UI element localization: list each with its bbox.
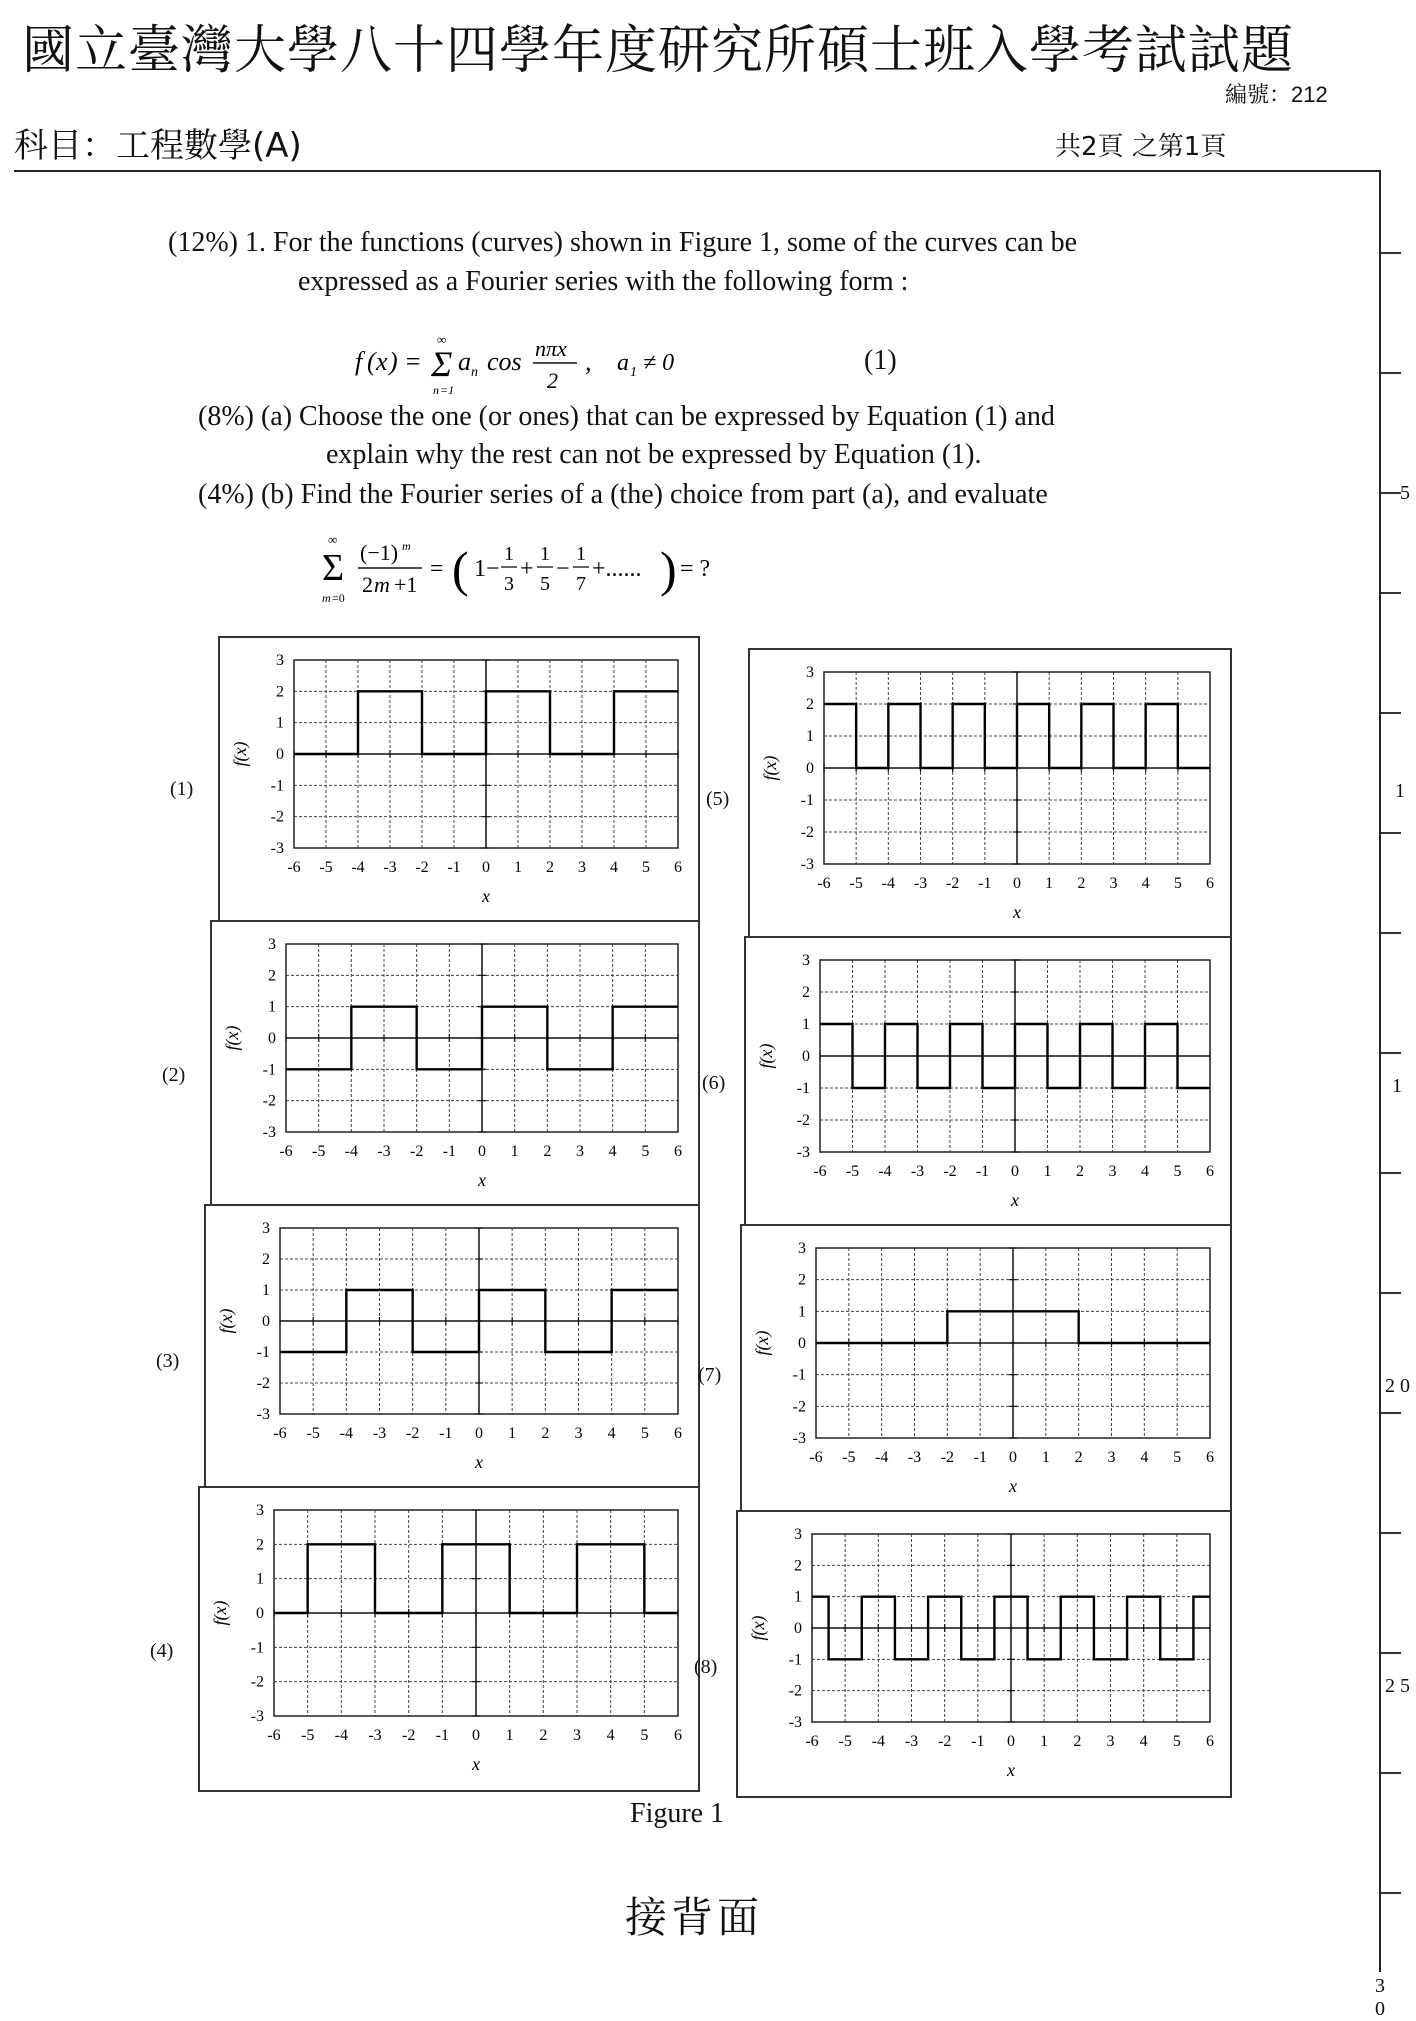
equation-1 <box>345 330 945 407</box>
svg-text:f: f <box>355 347 363 376</box>
svg-text:1: 1 <box>630 365 637 380</box>
x-tick-label: 1 <box>510 1143 519 1160</box>
y-tick-label: 0 <box>794 1620 802 1637</box>
y-tick-label: 0 <box>262 1313 270 1330</box>
part-a-line-1: (8%) (a) Choose the one (or ones) that can be expressed by Equation (1) and <box>198 401 1055 432</box>
x-tick-label: 4 <box>1141 875 1150 892</box>
margin-tick <box>1381 1772 1401 1774</box>
plot-8 <box>738 1512 1230 1796</box>
x-tick-label: 3 <box>576 1143 584 1160</box>
x-axis-label: x <box>1013 902 1021 922</box>
y-tick-label: -1 <box>800 792 814 809</box>
x-tick-label: -6 <box>809 1449 823 1466</box>
y-tick-label: -2 <box>788 1682 802 1700</box>
y-tick-label: 3 <box>268 936 276 953</box>
x-tick-label: 5 <box>1173 1449 1182 1466</box>
svg-text:(: ( <box>367 347 376 376</box>
y-tick-label: 2 <box>276 683 284 701</box>
y-tick-label: 2 <box>802 984 810 1001</box>
plot-panel-7 <box>740 1224 1232 1514</box>
x-tick-label: -6 <box>813 1163 827 1180</box>
x-tick-label: -1 <box>442 1143 456 1160</box>
x-tick-label: 4 <box>606 1727 615 1744</box>
margin-number: 2 5 <box>1385 1675 1410 1697</box>
plot-6 <box>746 938 1230 1226</box>
x-tick-label: -2 <box>938 1733 952 1750</box>
y-axis-label: f(x) <box>756 1043 776 1069</box>
x-tick-label: -3 <box>377 1143 391 1160</box>
y-axis-label: f(x) <box>216 1308 236 1334</box>
x-axis-label: x <box>478 1170 486 1190</box>
margin-tick <box>1381 1052 1401 1054</box>
svg-text:): ) <box>660 541 677 597</box>
plot-7 <box>742 1226 1230 1512</box>
svg-text:+: + <box>520 556 534 582</box>
plot-1 <box>220 638 698 922</box>
plot-4 <box>200 1488 698 1790</box>
plot-label-7: (7) <box>698 1364 722 1386</box>
x-tick-label: -1 <box>973 1449 987 1466</box>
x-tick-label: -3 <box>383 859 397 876</box>
y-axis-label: f(x) <box>222 1025 242 1051</box>
margin-tick <box>1381 932 1401 934</box>
x-tick-label: 2 <box>1076 1163 1084 1180</box>
y-tick-label: 3 <box>806 664 814 681</box>
margin-tick <box>1381 1652 1401 1654</box>
x-tick-label: 3 <box>1107 1449 1116 1466</box>
plot-label-6: (6) <box>702 1072 726 1094</box>
y-tick-label: 0 <box>268 1030 276 1047</box>
x-tick-label: 3 <box>1108 1163 1117 1180</box>
margin-tick <box>1381 832 1401 834</box>
y-axis-label: f(x) <box>748 1615 768 1641</box>
x-tick-label: -6 <box>805 1733 819 1750</box>
x-tick-label: 6 <box>1206 1733 1214 1750</box>
x-tick-label: 4 <box>1140 1449 1149 1466</box>
svg-text:x: x <box>376 347 388 376</box>
x-tick-label: 1 <box>1043 1163 1052 1180</box>
margin-tick <box>1381 592 1401 594</box>
svg-text:a: a <box>458 347 471 376</box>
y-tick-label: 3 <box>794 1526 802 1543</box>
svg-text:a: a <box>617 350 629 376</box>
svg-text:+1: +1 <box>394 572 418 597</box>
svg-text:=1: =1 <box>440 383 455 397</box>
x-tick-label: 3 <box>578 859 586 876</box>
plot-panel-3 <box>204 1204 700 1490</box>
x-tick-label: -6 <box>287 859 301 876</box>
x-tick-label: 5 <box>1172 1733 1181 1750</box>
svg-text:1: 1 <box>576 543 586 565</box>
x-tick-label: 5 <box>640 1425 649 1442</box>
margin-number: 1 <box>1395 780 1405 802</box>
x-tick-label: -5 <box>301 1727 315 1744</box>
svg-text:(: ( <box>452 541 469 597</box>
y-tick-label: -3 <box>262 1124 276 1141</box>
x-tick-label: 3 <box>574 1425 583 1442</box>
y-tick-label: 2 <box>262 1251 270 1268</box>
svg-text:2: 2 <box>547 368 558 393</box>
y-tick-label: -3 <box>796 1144 810 1161</box>
x-tick-label: 3 <box>1106 1733 1115 1750</box>
x-tick-label: -2 <box>943 1163 957 1180</box>
y-tick-label: 0 <box>802 1048 810 1065</box>
svg-text:=0: =0 <box>332 591 345 605</box>
x-tick-label: 4 <box>1141 1163 1149 1180</box>
x-tick-label: -4 <box>339 1425 353 1442</box>
x-tick-label: 5 <box>640 1727 649 1744</box>
x-tick-label: -4 <box>351 859 365 876</box>
svg-text:∞: ∞ <box>328 532 338 547</box>
y-tick-label: -3 <box>270 840 284 857</box>
x-tick-label: 2 <box>543 1143 552 1160</box>
x-tick-label: -6 <box>267 1727 281 1744</box>
exam-code: 編號：212 <box>1225 82 1328 107</box>
x-tick-label: 5 <box>642 859 650 876</box>
margin-tick <box>1381 492 1401 494</box>
y-tick-label: 1 <box>276 714 284 732</box>
x-tick-label: -2 <box>415 859 429 876</box>
svg-text:cos: cos <box>487 347 522 376</box>
plot-2 <box>212 922 698 1206</box>
x-tick-label: -6 <box>817 875 831 892</box>
y-tick-label: -2 <box>262 1092 276 1110</box>
svg-text:−: − <box>556 556 570 582</box>
question-line-2: expressed as a Fourier series with the following form : <box>298 266 909 297</box>
y-tick-label: -3 <box>788 1714 802 1731</box>
x-tick-label: -2 <box>402 1727 416 1744</box>
x-tick-label: 3 <box>1109 875 1118 892</box>
x-tick-label: -4 <box>871 1733 885 1750</box>
y-tick-label: -3 <box>256 1406 270 1423</box>
y-tick-label: 3 <box>262 1220 270 1237</box>
svg-text:n: n <box>471 365 478 380</box>
x-axis-label: x <box>472 1754 480 1774</box>
svg-text:m: m <box>402 539 411 553</box>
x-tick-label: -5 <box>842 1449 856 1466</box>
svg-text:Σ: Σ <box>431 344 453 384</box>
x-tick-label: 0 <box>1009 1449 1017 1466</box>
x-tick-label: -1 <box>447 859 461 876</box>
x-axis-label: x <box>475 1452 483 1472</box>
y-tick-label: 2 <box>256 1536 264 1554</box>
y-tick-label: 1 <box>262 1282 270 1299</box>
plot-label-3: (3) <box>156 1350 180 1372</box>
y-tick-label: -1 <box>796 1080 810 1097</box>
x-tick-label: -1 <box>975 1163 990 1180</box>
y-tick-label: 1 <box>802 1016 810 1033</box>
x-axis-label: x <box>482 886 490 906</box>
svg-text:nπx: nπx <box>535 336 567 361</box>
x-tick-label: 2 <box>1077 875 1086 892</box>
x-tick-label: 0 <box>482 859 490 876</box>
y-tick-label: -2 <box>800 824 814 841</box>
x-tick-label: -1 <box>971 1733 985 1750</box>
y-tick-label: -2 <box>796 1112 810 1129</box>
equation-1-svg <box>345 330 945 400</box>
y-axis-label: f(x) <box>230 741 250 767</box>
x-tick-label: 1 <box>514 859 522 876</box>
continue-on-back: 接背面 <box>625 1893 764 1942</box>
y-tick-label: 3 <box>276 652 284 669</box>
page-indicator: 共2頁 之第1頁 <box>1055 132 1227 162</box>
y-axis-label: f(x) <box>752 1330 772 1356</box>
svg-text:5: 5 <box>540 573 550 595</box>
svg-text:7: 7 <box>576 573 586 595</box>
y-tick-label: 2 <box>794 1557 802 1575</box>
x-tick-label: 0 <box>1011 1163 1019 1180</box>
svg-text:m: m <box>322 591 331 605</box>
x-tick-label: 2 <box>539 1727 548 1744</box>
x-tick-label: -4 <box>878 1163 892 1180</box>
x-axis-label: x <box>1009 1476 1017 1496</box>
y-tick-label: 0 <box>806 760 814 777</box>
x-tick-label: 3 <box>573 1727 581 1744</box>
y-tick-label: 3 <box>256 1502 264 1519</box>
x-tick-label: 6 <box>674 1143 682 1160</box>
svg-text:=: = <box>430 556 444 582</box>
x-tick-label: 5 <box>1173 1163 1182 1180</box>
x-tick-label: 6 <box>674 1727 682 1744</box>
x-tick-label: 5 <box>641 1143 650 1160</box>
svg-text:2: 2 <box>362 572 373 597</box>
x-tick-label: 2 <box>541 1425 550 1442</box>
y-tick-label: -2 <box>250 1673 264 1691</box>
y-tick-label: 1 <box>256 1570 264 1588</box>
x-axis-label: x <box>1007 1760 1015 1780</box>
x-tick-label: -4 <box>334 1727 348 1744</box>
x-tick-label: 1 <box>1041 1449 1050 1466</box>
x-tick-label: 1 <box>505 1727 514 1744</box>
exam-title: 國立臺灣大學八十四學年度研究所碩士班入學考試試題 <box>22 21 1295 81</box>
x-tick-label: -3 <box>910 1163 925 1180</box>
x-tick-label: -3 <box>913 875 928 892</box>
x-tick-label: -5 <box>306 1425 320 1442</box>
x-tick-label: -1 <box>439 1425 453 1442</box>
x-tick-label: 0 <box>478 1143 486 1160</box>
margin-tick <box>1381 372 1401 374</box>
plot-label-5: (5) <box>706 788 730 810</box>
y-tick-label: -1 <box>792 1366 806 1384</box>
x-tick-label: 6 <box>674 859 682 876</box>
plot-label-8: (8) <box>694 1656 718 1678</box>
margin-tick <box>1381 1892 1401 1894</box>
margin-tick <box>1381 1292 1401 1294</box>
x-tick-label: 6 <box>674 1425 682 1442</box>
plot-label-2: (2) <box>162 1064 186 1086</box>
x-tick-label: 0 <box>1007 1733 1015 1750</box>
x-tick-label: 4 <box>607 1425 616 1442</box>
x-tick-label: -1 <box>978 875 992 892</box>
margin-tick <box>1381 252 1401 254</box>
y-axis-label: f(x) <box>760 755 780 781</box>
x-tick-label: 4 <box>610 859 618 876</box>
plot-5 <box>750 650 1230 938</box>
x-tick-label: -5 <box>838 1733 852 1750</box>
x-tick-label: -5 <box>312 1143 326 1160</box>
x-tick-label: 1 <box>1040 1733 1049 1750</box>
x-tick-label: -2 <box>406 1425 420 1442</box>
plot-panel-5 <box>748 648 1232 940</box>
svg-text:∞: ∞ <box>437 332 447 347</box>
svg-text:Σ: Σ <box>322 547 345 589</box>
x-tick-label: 6 <box>1206 1449 1214 1466</box>
subject-label: 科目：工程數學(A) <box>14 126 302 166</box>
y-tick-label: 1 <box>794 1588 802 1606</box>
plot-3 <box>206 1206 698 1488</box>
svg-text:≠ 0: ≠ 0 <box>643 350 675 376</box>
y-tick-label: 2 <box>798 1271 806 1289</box>
x-tick-label: -5 <box>845 1163 860 1180</box>
x-tick-label: 5 <box>1173 875 1182 892</box>
svg-text:1: 1 <box>504 543 514 565</box>
plot-label-1: (1) <box>170 778 194 800</box>
x-tick-label: 0 <box>472 1727 480 1744</box>
equation-2 <box>318 530 838 615</box>
x-tick-label: -3 <box>904 1733 919 1750</box>
x-tick-label: -4 <box>344 1143 358 1160</box>
plot-panel-4 <box>198 1486 700 1792</box>
margin-number: 5 <box>1400 482 1410 504</box>
y-tick-label: 2 <box>268 967 276 985</box>
y-tick-label: -3 <box>250 1708 264 1725</box>
y-tick-label: 3 <box>798 1240 806 1257</box>
y-tick-label: -2 <box>270 808 284 826</box>
svg-text:1−: 1− <box>474 556 500 582</box>
equation-2-svg <box>318 530 838 610</box>
y-tick-label: 0 <box>276 746 284 763</box>
y-tick-label: 0 <box>256 1605 264 1622</box>
x-axis-label: x <box>1011 1190 1019 1210</box>
x-tick-label: 2 <box>1074 1449 1083 1466</box>
x-tick-label: 0 <box>1013 875 1021 892</box>
plot-panel-6 <box>744 936 1232 1228</box>
corner-number: 3 0 <box>1375 1975 1393 2020</box>
x-tick-label: -4 <box>881 875 895 892</box>
plot-panel-1 <box>218 636 700 924</box>
part-b-line-1: (4%) (b) Find the Fourier series of a (the) choice from part (a), and evaluate <box>198 479 1048 510</box>
question-line-1: (12%) 1. For the functions (curves) shown in Figure 1, some of the curves can be <box>168 227 1078 258</box>
margin-tick <box>1381 1532 1401 1534</box>
plot-panel-2 <box>210 920 700 1208</box>
y-tick-label: -3 <box>792 1430 806 1447</box>
y-tick-label: -1 <box>256 1344 270 1361</box>
x-tick-label: 6 <box>1206 875 1214 892</box>
y-tick-label: -2 <box>792 1398 806 1416</box>
x-tick-label: -2 <box>946 875 960 892</box>
x-tick-label: 0 <box>475 1425 483 1442</box>
x-tick-label: 6 <box>1206 1163 1214 1180</box>
x-tick-label: 2 <box>546 859 554 876</box>
svg-text:1: 1 <box>540 543 550 565</box>
x-tick-label: -2 <box>410 1143 424 1160</box>
svg-text:n: n <box>433 383 439 397</box>
x-tick-label: -5 <box>319 859 333 876</box>
plot-label-4: (4) <box>150 1640 174 1662</box>
y-tick-label: -1 <box>270 777 284 795</box>
margin-number: 2 0 <box>1385 1375 1410 1397</box>
y-tick-label: 0 <box>798 1335 806 1352</box>
x-tick-label: -6 <box>279 1143 293 1160</box>
y-tick-label: -1 <box>788 1651 802 1669</box>
y-tick-label: 1 <box>806 728 814 745</box>
svg-text:= ?: = ? <box>680 556 711 582</box>
x-tick-label: -5 <box>849 875 863 892</box>
equation-1-number: (1) <box>864 345 897 376</box>
y-tick-label: -3 <box>800 856 814 873</box>
x-tick-label: -1 <box>435 1727 449 1744</box>
svg-text:m: m <box>374 572 390 597</box>
y-tick-label: -2 <box>256 1375 270 1392</box>
x-tick-label: 4 <box>1139 1733 1148 1750</box>
y-tick-label: 1 <box>798 1303 806 1321</box>
x-tick-label: 4 <box>608 1143 617 1160</box>
y-tick-label: -1 <box>262 1061 276 1079</box>
svg-text:) =: ) = <box>389 347 422 376</box>
svg-text:+......: +...... <box>592 556 642 582</box>
x-tick-label: 2 <box>1073 1733 1082 1750</box>
y-tick-label: 2 <box>806 696 814 713</box>
y-axis-label: f(x) <box>210 1600 230 1626</box>
x-tick-label: -3 <box>372 1425 387 1442</box>
y-tick-label: 1 <box>268 998 276 1016</box>
margin-tick <box>1381 1412 1401 1414</box>
figure-caption: Figure 1 <box>630 1798 725 1829</box>
margin-tick <box>1381 1172 1401 1174</box>
x-tick-label: -3 <box>368 1727 382 1744</box>
svg-text:(−1): (−1) <box>360 540 399 565</box>
margin-number: 1 <box>1392 1075 1402 1097</box>
part-a-line-2: explain why the rest can not be expressed by Equation (1). <box>326 439 982 470</box>
x-tick-label: -2 <box>940 1449 954 1466</box>
margin-tick <box>1381 712 1401 714</box>
x-tick-label: -4 <box>875 1449 889 1466</box>
x-tick-label: 1 <box>508 1425 517 1442</box>
y-tick-label: -1 <box>250 1639 264 1657</box>
svg-text:3: 3 <box>504 573 514 595</box>
x-tick-label: -3 <box>907 1449 922 1466</box>
plot-panel-8 <box>736 1510 1232 1798</box>
y-tick-label: 3 <box>802 952 810 969</box>
x-tick-label: -6 <box>273 1425 287 1442</box>
x-tick-label: 1 <box>1045 875 1054 892</box>
svg-text:,: , <box>585 347 592 376</box>
